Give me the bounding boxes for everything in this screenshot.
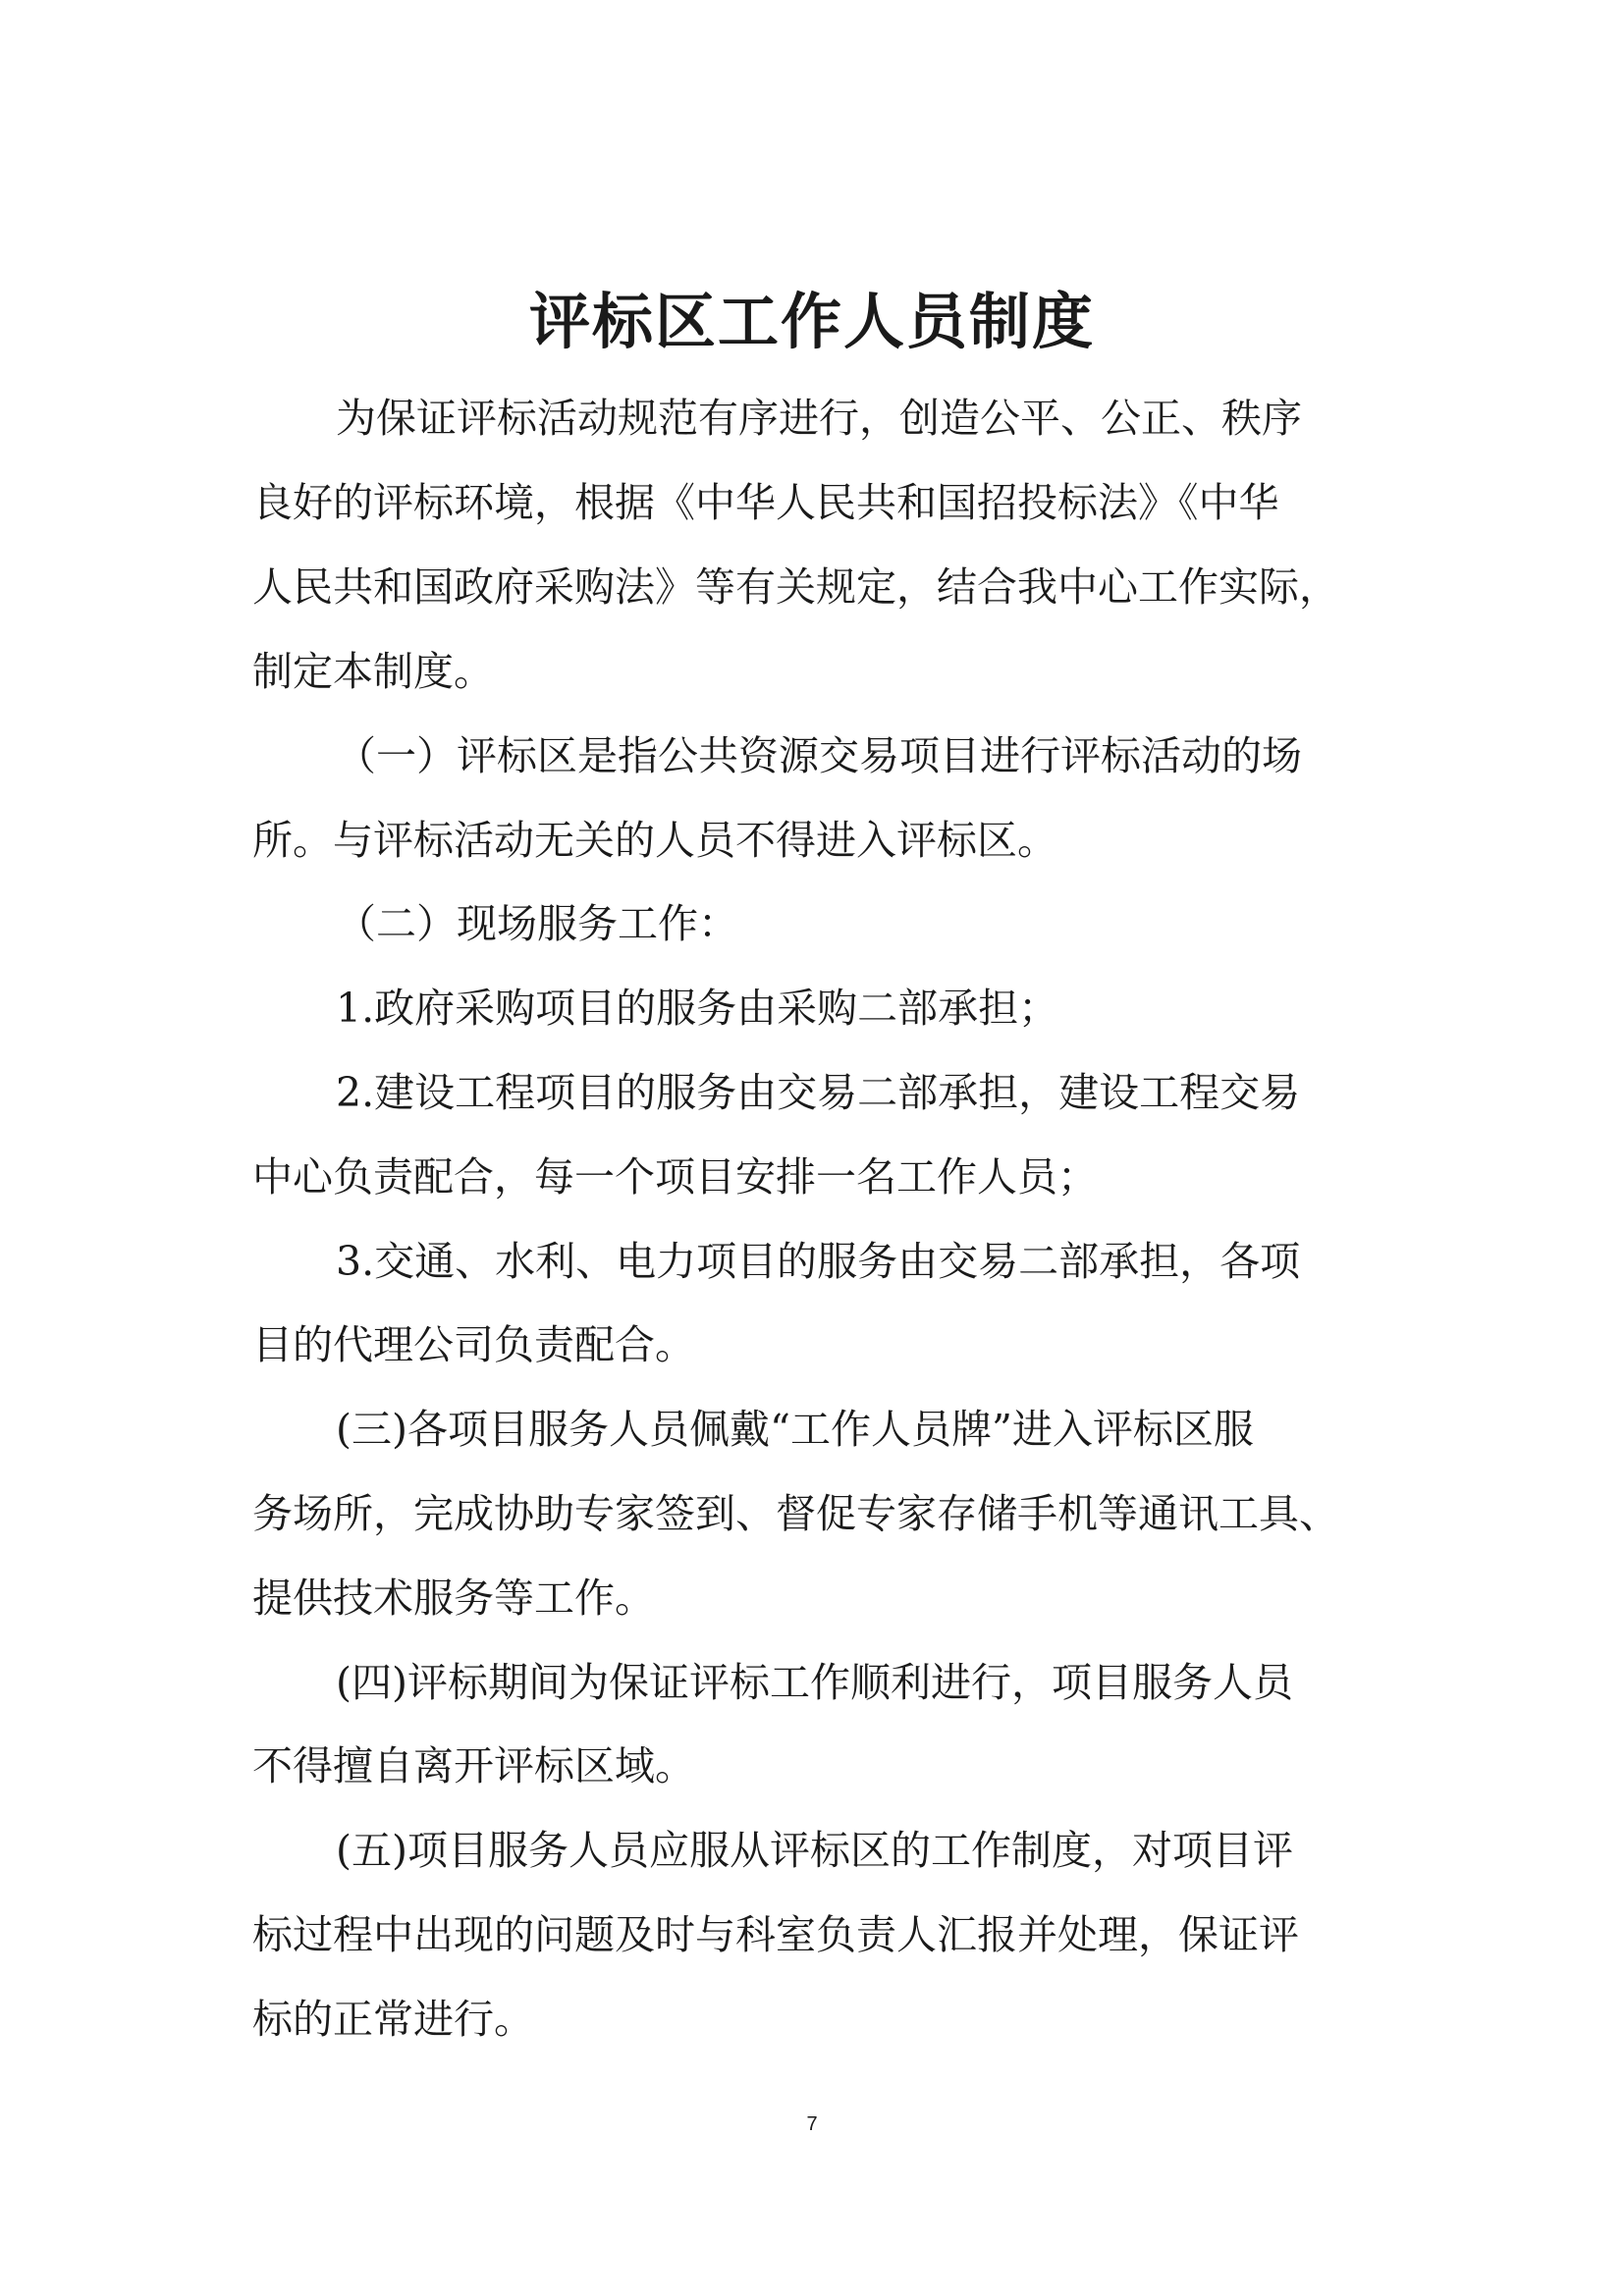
paragraph-line: (四)评标期间为保证评标工作顺利进行，项目服务人员 xyxy=(336,1659,1293,1706)
paragraph-line: 标过程中出现的问题及时与科室负责人汇报并处理，保证评 xyxy=(252,1911,1299,1958)
paragraph-line: 所。与评标活动无关的人员不得进入评标区。 xyxy=(252,817,1057,864)
paragraph-line: 制定本制度。 xyxy=(252,648,494,695)
paragraph-line: (五)项目服务人员应服从评标区的工作制度，对项目评 xyxy=(336,1827,1293,1874)
paragraph-line: 良好的评标环境，根据《中华人民共和国招投标法》《中华 xyxy=(252,479,1279,526)
paragraph-line: 不得擅自离开评标区域。 xyxy=(252,1742,695,1789)
paragraph-line: (三)各项目服务人员佩戴“工作人员牌”进入评标区服 xyxy=(336,1406,1254,1453)
paragraph-line: 为保证评标活动规范有序进行，创造公平、公正、秩序 xyxy=(336,395,1302,442)
paragraph-line: 中心负责配合，每一个项目安排一名工作人员； xyxy=(252,1153,1098,1201)
paragraph-line: 标的正常进行。 xyxy=(252,1996,534,2043)
paragraph-line: 目的代理公司负责配合。 xyxy=(252,1321,695,1368)
paragraph-line: 3.交通、水利、电力项目的服务由交易二部承担，各项 xyxy=(336,1238,1301,1285)
paragraph-line: 务场所，完成协助专家签到、督促专家存储手机等通讯工具、 xyxy=(252,1490,1339,1537)
page-title: 评标区工作人员制度 xyxy=(528,286,1095,357)
paragraph-line: 提供技术服务等工作。 xyxy=(252,1575,655,1622)
paragraph-line: （一）评标区是指公共资源交易项目进行评标活动的场 xyxy=(336,732,1302,779)
paragraph-line: （二）现场服务工作： xyxy=(336,900,738,947)
paragraph-line: 2.建设工程项目的服务由交易二部承担，建设工程交易 xyxy=(336,1069,1301,1116)
paragraph-line: 人民共和国政府采购法》等有关规定，结合我中心工作实际， xyxy=(252,563,1339,611)
paragraph-line: 1.政府采购项目的服务由采购二部承担； xyxy=(336,985,1059,1032)
page-number: 7 xyxy=(806,2113,818,2135)
